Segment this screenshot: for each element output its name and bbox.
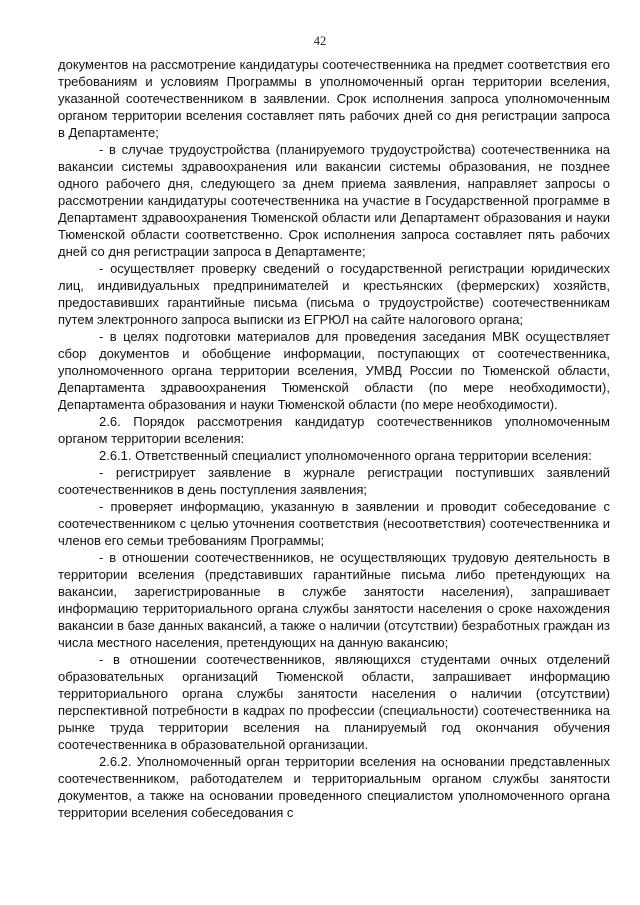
paragraph: - в случае трудоустройства (планируемого трудоустройства) соотечественника на вакансии системы здравоохранения или вакансии системы образования, не позднее одного рабочего дня, следующего за днем приема заявления, направляет запросы о рассмотрении кандидатуры соотечественника на участие в Государственной программе в Департамент здравоохранения Тюменской области или Департамент образования и науки Тюменской области соответственно. Срок исполнения запроса составляет пять рабочих дней со дня регистрации запроса в Департаменте; — [58, 142, 610, 259]
paragraph: - осуществляет проверку сведений о государственной регистрации юридических лиц, индивидуальных предпринимателей и крестьянских (фермерских) хозяйств, предоставивших гарантийные письма (письма о трудоустройстве) соотечественникам путем электронного запроса выписки из ЕГРЮЛ на сайте налогового органа; — [58, 261, 610, 327]
paragraph: - в отношении соотечественников, являющихся студентами очных отделений образовательных организаций Тюменской области, запрашивает информацию территориального органа службы занятости населения о наличии (отсутствии) перспективной потребности в кадрах по профессии (специальности) соотечественника на рынке труда территории вселения на планируемый год окончания обучения соотечественника в образовательной организации. — [58, 652, 610, 752]
paragraph: - проверяет информацию, указанную в заявлении и проводит собеседование с соотечественником с целью уточнения соответствия (несоответствия) соотечественника и членов его семьи требованиям Программы; — [58, 499, 610, 548]
paragraph: 2.6. Порядок рассмотрения кандидатур соотечественников уполномоченным органом территории вселения: — [58, 414, 610, 446]
document-body — [58, 56, 610, 821]
paragraph: 2.6.2. Уполномоченный орган территории вселения на основании представленных соотечественником, работодателем и территориальным органом службы занятости документов, а также на основании проведенного специалистом уполномоченного органа территории вселения собеседования с — [58, 754, 610, 820]
paragraph: - в целях подготовки материалов для проведения заседания МВК осуществляет сбор документов и обобщение информации, поступающих от соотечественника, уполномоченного органа территории вселения, УМВД России по Тюменской области, Департамента здравоохранения Тюменской области (по мере необходимости), Департамента образования и науки Тюменской области (по мере необходимости). — [58, 329, 610, 412]
paragraph: документов на рассмотрение кандидатуры соотечественника на предмет соответствия его требованиям и условиям Программы в уполномоченный орган территории вселения, указанной соотечественником в заявлении. Срок исполнения запроса уполномоченным органом территории вселения составляет пять рабочих дней со дня регистрации запроса в Департаменте; — [58, 57, 610, 140]
paragraph: - в отношении соотечественников, не осуществляющих трудовую деятельность в территории вселения (представивших гарантийные письма либо претендующих на вакансии, зарегистрированные в службе занятости населения), запрашивает информацию территориального органа службы занятости населения о сроке нахождения вакансии в базе данных вакансий, а также о наличии (отсутствии) безработных граждан из числа местного населения, претендующих на данную вакансию; — [58, 550, 610, 650]
page-number: 42 — [313, 34, 327, 48]
paragraph: - регистрирует заявление в журнале регистрации поступивших заявлений соотечественников в день поступления заявления; — [58, 465, 610, 497]
paragraph: 2.6.1. Ответственный специалист уполномоченного органа территории вселения: — [99, 448, 592, 463]
